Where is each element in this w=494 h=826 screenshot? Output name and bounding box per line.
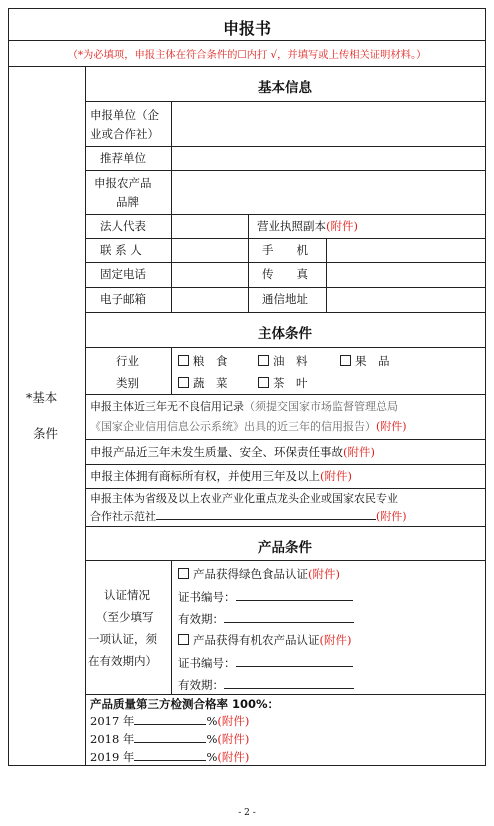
label-address: 通信地址 xyxy=(262,292,308,306)
label-recommend-unit: 推荐单位 xyxy=(100,151,146,165)
label-business-license: 营业执照副本(附件) xyxy=(257,219,358,233)
attachment-link[interactable]: (附件) xyxy=(326,219,358,233)
label-mobile: 手 机 xyxy=(262,243,308,257)
attachment-link[interactable]: (附件) xyxy=(343,445,375,459)
cert-green-number: 证书编号： xyxy=(178,590,353,604)
cert-organic-validity: 有效期： xyxy=(178,678,354,692)
left-label-basic: *基本 xyxy=(26,390,58,405)
label-email: 电子邮箱 xyxy=(100,292,146,306)
attachment-link[interactable]: (附件) xyxy=(320,469,352,483)
cert-green-food[interactable]: 产品获得绿色食品认证(附件) xyxy=(178,567,340,581)
cert-label-3: 一项认证，须 xyxy=(88,632,157,646)
fax-field[interactable] xyxy=(327,263,485,286)
contact-field[interactable] xyxy=(172,239,247,261)
cert-organic[interactable]: 产品获得有机农产品认证(附件) xyxy=(178,633,351,647)
label-applicant-unit-1: 申报单位（企 xyxy=(90,108,159,122)
label-brand-1: 申报农产品 xyxy=(94,176,152,190)
condition-leader-line2: 合作社示范社 (附件) xyxy=(90,510,407,523)
cert-number-field[interactable] xyxy=(236,590,353,601)
label-applicant-unit-2: 业或合作社） xyxy=(90,127,159,141)
condition-safety: 申报产品近三年未发生质量、安全、环保责任事故(附件) xyxy=(90,445,375,459)
condition-credit-line1: 申报主体近三年无不良信用记录（须提交国家市场监督管理总局 xyxy=(90,400,398,413)
label-contact: 联 系 人 xyxy=(100,243,142,257)
checkbox-icon[interactable] xyxy=(178,377,189,388)
label-legal-rep: 法人代表 xyxy=(100,219,146,233)
section-subject-conditions: 主体条件 xyxy=(258,326,312,342)
applicant-unit-field[interactable] xyxy=(172,102,485,145)
section-basic-info: 基本信息 xyxy=(258,80,312,96)
cert-green-validity: 有效期： xyxy=(178,612,354,626)
recommend-unit-field[interactable] xyxy=(172,147,485,169)
leader-blank-field[interactable] xyxy=(156,509,376,520)
page-number: - 2 - xyxy=(238,808,256,818)
address-field[interactable] xyxy=(327,288,485,311)
checkbox-icon[interactable] xyxy=(178,634,189,645)
industry-option-fruit[interactable]: 果 品 xyxy=(340,354,390,368)
industry-option-tea[interactable]: 茶 叶 xyxy=(258,376,308,390)
validity-field[interactable] xyxy=(224,612,354,623)
industry-option-vegetable[interactable]: 蔬 菜 xyxy=(178,376,228,390)
checkbox-icon[interactable] xyxy=(340,355,351,366)
condition-leader-line1: 申报主体为省级及以上农业产业化重点龙头企业或国家农民专业 xyxy=(90,492,398,505)
quality-row-2018: 2018 年 %(附件) xyxy=(90,732,250,746)
cert-label-1: 认证情况 xyxy=(104,588,150,602)
label-fixed-phone: 固定电话 xyxy=(100,267,146,281)
attachment-link[interactable]: (附件) xyxy=(217,714,250,728)
attachment-link[interactable]: (附件) xyxy=(308,567,340,581)
checkbox-icon[interactable] xyxy=(178,568,189,579)
quality-row-2017: 2017 年 %(附件) xyxy=(90,714,250,728)
quality-row-2019: 2019 年 %(附件) xyxy=(90,750,250,764)
fixed-phone-field[interactable] xyxy=(172,263,247,286)
attachment-link[interactable]: (附件) xyxy=(376,510,407,523)
legal-rep-field[interactable] xyxy=(172,215,247,237)
rate-field[interactable] xyxy=(134,750,206,761)
attachment-link[interactable]: (附件) xyxy=(376,420,407,433)
industry-option-grain[interactable]: 粮 食 xyxy=(178,354,228,368)
cert-label-4: 在有效期内） xyxy=(88,654,157,668)
checkbox-icon[interactable] xyxy=(178,355,189,366)
condition-trademark: 申报主体拥有商标所有权，并使用三年及以上(附件) xyxy=(90,469,352,483)
section-product-conditions: 产品条件 xyxy=(258,540,312,556)
email-field[interactable] xyxy=(172,288,247,311)
label-industry-2: 类别 xyxy=(116,376,139,390)
condition-credit-line2: 《国家企业信用信息公示系统》出具的近三年的信用报告）(附件) xyxy=(90,420,407,433)
cert-label-2: （至少填写 xyxy=(96,610,154,624)
mobile-field[interactable] xyxy=(327,239,485,261)
label-fax: 传 真 xyxy=(262,267,308,281)
industry-option-oil[interactable]: 油 料 xyxy=(258,354,308,368)
rate-field[interactable] xyxy=(134,714,206,725)
cert-number-field[interactable] xyxy=(236,656,353,667)
attachment-link[interactable]: (附件) xyxy=(217,732,250,746)
checkbox-icon[interactable] xyxy=(258,355,269,366)
label-industry-1: 行业 xyxy=(116,354,139,368)
attachment-link[interactable]: (附件) xyxy=(319,633,352,647)
validity-field[interactable] xyxy=(224,678,354,689)
left-label-conditions: 条件 xyxy=(33,426,59,441)
rate-field[interactable] xyxy=(134,732,206,743)
page-title: 申报书 xyxy=(222,19,271,38)
attachment-link[interactable]: (附件) xyxy=(217,750,250,764)
cert-organic-number: 证书编号： xyxy=(178,656,353,670)
checkbox-icon[interactable] xyxy=(258,377,269,388)
label-brand-2: 品牌 xyxy=(116,195,139,209)
notice-text: （*为必填项，申报主体在符合条件的☐内打 √，并填写或上传相关证明材料。） xyxy=(67,49,427,61)
quality-title: 产品质量第三方检测合格率 100%： xyxy=(90,697,280,711)
brand-field[interactable] xyxy=(172,171,485,213)
